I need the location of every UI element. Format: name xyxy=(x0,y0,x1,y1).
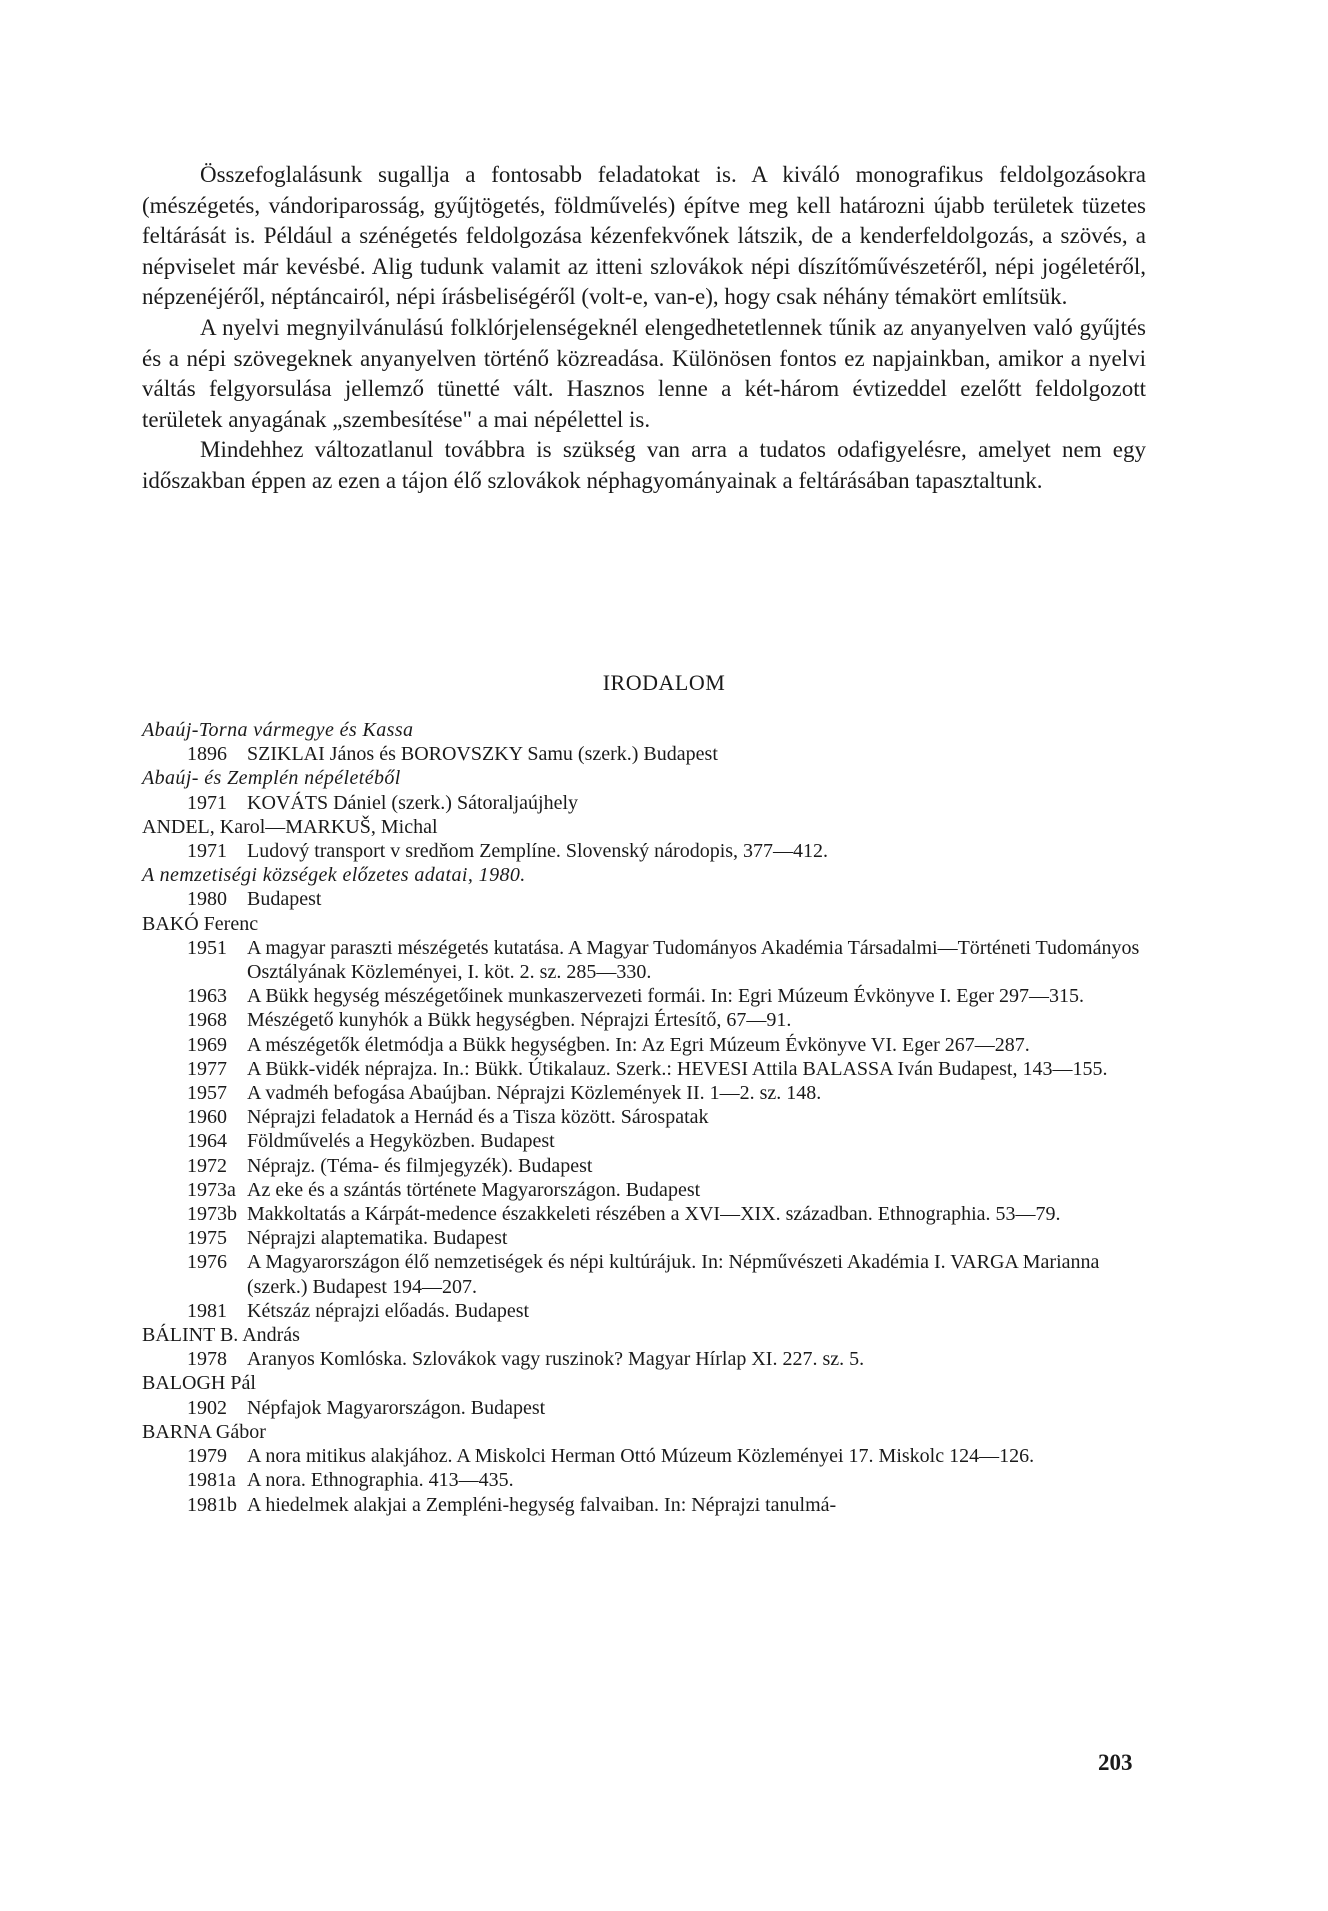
bibliography-author: BARNA Gábor xyxy=(142,1420,266,1443)
work-text: A Bükk hegység mészégetőinek munkaszervezeti formái. In: Egri Múzeum Évkönyve I. Eger 297—315. xyxy=(247,985,1084,1008)
bibliography-work xyxy=(142,791,1152,815)
bibliography-work xyxy=(142,1444,1152,1468)
work-year: 1960 xyxy=(187,1106,227,1129)
work-year: 1951 xyxy=(187,936,227,959)
bibliography-work xyxy=(142,1202,1152,1226)
work-text: A Bükk-vidék néprajza. In.: Bükk. Útikalauz. Szerk.: HEVESI Attila BALASSA Iván Budapest, 143—155. xyxy=(247,1057,1108,1080)
bibliography-title-heading: A nemzetiségi községek előzetes adatai, 1980. xyxy=(142,864,526,887)
work-text: KOVÁTS Dániel (szerk.) Sátoraljaújhely xyxy=(247,791,579,814)
bibliography-work xyxy=(142,887,1152,911)
paragraph: Mindehhez változatlanul továbbra is szükség van arra a tudatos odafigyelésre, amelyet nem egy időszakban éppen az ezen a tájon élő szlovákok néphagyományainak a feltárásában tapasztaltunk. xyxy=(142,437,1146,493)
bibliography-work xyxy=(142,1154,1152,1178)
bibliography-author: BAKÓ Ferenc xyxy=(142,912,259,935)
bibliography-work xyxy=(142,1468,1152,1492)
work-text: Ludový transport v sredňom Zemplíne. Slovenský národopis, 377—412. xyxy=(247,840,829,863)
work-text: Néprajzi feladatok a Hernád és a Tisza között. Sárospatak xyxy=(247,1106,709,1129)
bibliography-work xyxy=(142,1347,1152,1371)
bibliography-work xyxy=(142,839,1152,863)
bibliography-author: ANDEL, Karol—MARKUŠ, Michal xyxy=(142,815,438,838)
bibliography-title-heading: Abaúj-Torna vármegye és Kassa xyxy=(142,719,414,741)
body-text xyxy=(142,160,1146,497)
bibliography-work xyxy=(142,936,1152,984)
bibliography-work xyxy=(142,1396,1152,1420)
work-year: 1976 xyxy=(187,1251,227,1274)
bibliography-author: BÁLINT B. András xyxy=(142,1324,300,1347)
work-text: Aranyos Komlóska. Szlovákok vagy ruszinok? Magyar Hírlap XI. 227. sz. 5. xyxy=(247,1348,865,1371)
bibliography-work xyxy=(142,1081,1152,1105)
work-year: 1978 xyxy=(187,1348,227,1371)
work-text: A nora mitikus alakjához. A Miskolci Herman Ottó Múzeum Közleményei 17. Miskolc 124—126. xyxy=(247,1445,1035,1468)
bibliography-heading: IRODALOM xyxy=(602,670,726,695)
bibliography-work xyxy=(142,1129,1152,1153)
work-year: 1973a xyxy=(187,1178,236,1201)
work-text: Kétszáz néprajzi előadás. Budapest xyxy=(247,1299,530,1322)
work-year: 1977 xyxy=(187,1057,227,1080)
bibliography-work xyxy=(142,1057,1152,1081)
work-text: A magyar paraszti mészégetés kutatása. A Magyar Tudományos Akadémia Társadalmi—Történeti Tudományos Osztályának Közleményei, I. köt. 2. sz. 285—330. xyxy=(247,936,1140,984)
bibliography-work xyxy=(142,1105,1152,1129)
bibliography-work xyxy=(142,1250,1152,1298)
work-text: Néprajzi alaptematika. Budapest xyxy=(247,1227,508,1250)
page-number: 203 xyxy=(1098,1750,1133,1775)
bibliography-work xyxy=(142,1493,1152,1517)
work-year: 1896 xyxy=(187,743,227,766)
paragraph: Összefoglalásunk sugallja a fontosabb feladatokat is. A kiváló monografikus feldolgozásokra (mészégetés, vándoriparosság, gyűjtögetés, földművelés) építve meg kell határozni újabb területek tüzetes feltárását is. Például a szénégetés feldolgozása kézenfekvőnek látszik, de a kenderfeldolgozás, a szövés, a népviselet már kevésbé. Alig tudunk valamit az itteni szlovákok népi díszítőművészetéről, népi jogéletéről, népzenéjéről, néptáncairól, népi írásbeliségéről (volt-e, van-e), hogy csak néhány témakört említsük. xyxy=(142,162,1146,310)
bibliography-work xyxy=(142,1178,1152,1202)
bibliography-title-heading: Abaúj- és Zemplén népéletéből xyxy=(142,767,401,790)
work-text: Földművelés a Hegyközben. Budapest xyxy=(247,1130,555,1153)
work-year: 1981b xyxy=(187,1493,237,1516)
work-text: Makkoltatás a Kárpát-medence északkeleti részében a XVI—XIX. században. Ethnographia. 53—79. xyxy=(247,1203,1061,1226)
work-year: 1980 xyxy=(187,888,227,911)
bibliography-work xyxy=(142,1033,1152,1057)
work-text: A vadméh befogása Abaújban. Néprajzi Közlemények II. 1—2. sz. 148. xyxy=(247,1082,822,1105)
bibliography-work xyxy=(142,984,1152,1008)
bibliography-author: BALOGH Pál xyxy=(142,1372,256,1395)
paragraph: A nyelvi megnyilvánulású folklórjelenségeknél elengedhetetlennek tűnik az anyanyelven való gyűjtés és a népi szövegeknek anyanyelven történő közreadása. Különösen fontos ez napjainkban, amikor a nyelvi váltás felgyorsulása jellemző tünetté vált. Hasznos lenne a két-három évtizeddel ezelőtt feldolgozott területek anyagának „szembesítése" a mai népélettel is. xyxy=(142,314,1146,432)
work-text: A nora. Ethnographia. 413—435. xyxy=(247,1469,514,1492)
work-year: 1968 xyxy=(187,1009,227,1032)
work-year: 1902 xyxy=(187,1396,227,1419)
work-text: A hiedelmek alakjai a Zempléni-hegység falvaiban. In: Néprajzi tanulmá- xyxy=(247,1493,837,1516)
work-text: Budapest xyxy=(247,888,322,911)
work-year: 1971 xyxy=(187,840,227,863)
work-year: 1981a xyxy=(187,1469,236,1492)
work-text: Mészégető kunyhók a Bükk hegységben. Néprajzi Értesítő, 67—91. xyxy=(247,1009,792,1032)
work-text: Népfajok Magyarországon. Budapest xyxy=(247,1396,546,1419)
work-year: 1969 xyxy=(187,1033,227,1056)
work-year: 1979 xyxy=(187,1445,227,1468)
work-text: SZIKLAI János és BOROVSZKY Samu (szerk.) Budapest xyxy=(247,743,718,766)
work-year: 1971 xyxy=(187,791,227,814)
bibliography-list xyxy=(142,718,1152,1517)
bibliography-work xyxy=(142,1299,1152,1323)
work-year: 1972 xyxy=(187,1154,227,1177)
work-year: 1981 xyxy=(187,1299,227,1322)
work-text: Néprajz. (Téma- és filmjegyzék). Budapest xyxy=(247,1154,593,1177)
bibliography-work xyxy=(142,1008,1152,1032)
work-text: A Magyarországon élő nemzetiségek és népi kultúrájuk. In: Népművészeti Akadémia I. VARGA Marianna (szerk.) Budapest 194—207. xyxy=(247,1251,1100,1298)
bibliography-work xyxy=(142,1226,1152,1250)
bibliography-work xyxy=(142,742,1152,766)
work-year: 1973b xyxy=(187,1203,237,1226)
work-text: Az eke és a szántás története Magyarországon. Budapest xyxy=(247,1178,701,1201)
work-year: 1963 xyxy=(187,985,227,1008)
work-text: A mészégetők életmódja a Bükk hegységben. In: Az Egri Múzeum Évkönyve VI. Eger 267—287. xyxy=(247,1033,1030,1056)
work-year: 1975 xyxy=(187,1227,227,1250)
work-year: 1957 xyxy=(187,1082,227,1105)
work-year: 1964 xyxy=(187,1130,227,1153)
